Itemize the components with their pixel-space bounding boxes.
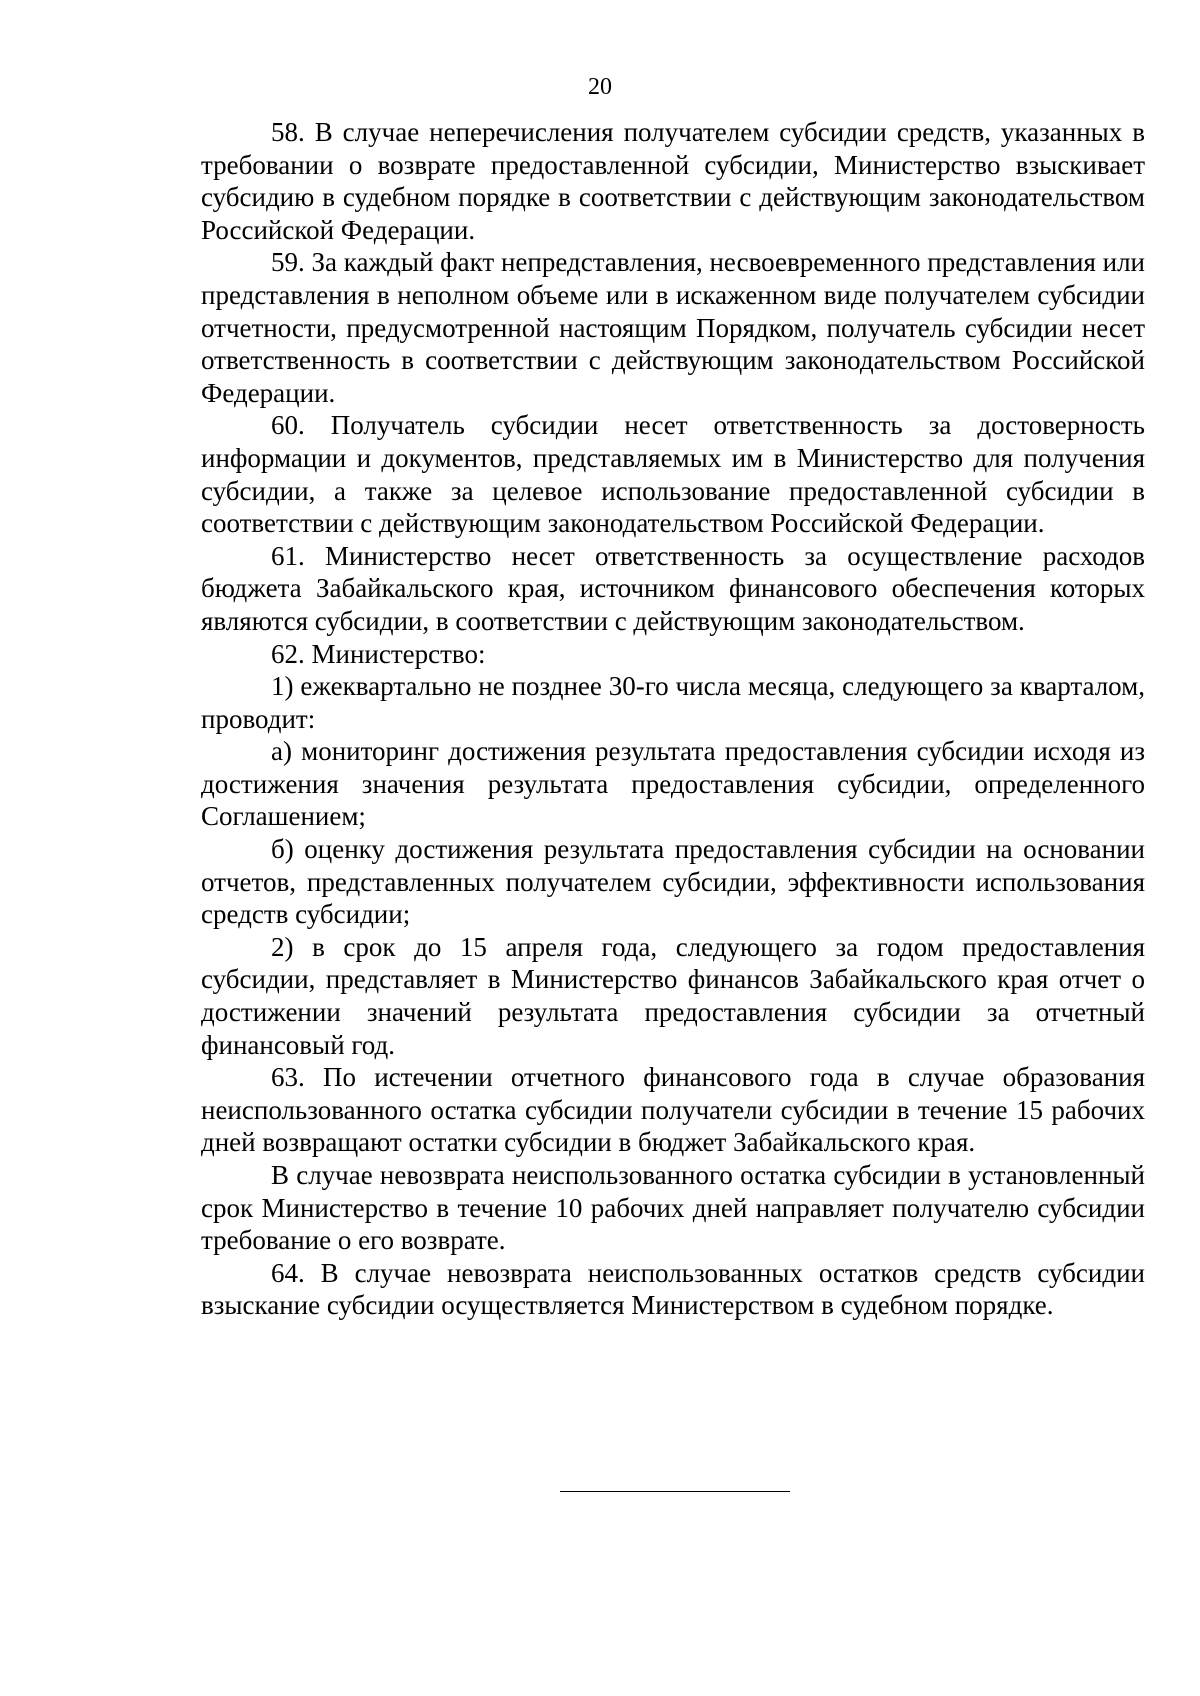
paragraph-61: 61. Министерство несет ответственность за осуществление расходов бюджета Забайкальского края, источником финансового обеспечения которых являются субсидии, в соответствии с действующим законодательством. — [201, 540, 1145, 636]
paragraph-63-continued: В случае невозврата неиспользованного остатка субсидии в установленный срок Министерство в течение 10 рабочих дней направляет получателю субсидии требование о его возврате. — [201, 1160, 1145, 1256]
paragraph-62: 62. Министерство: — [271, 638, 486, 669]
list-item-62-1: 1) ежеквартально не позднее 30-го числа месяца, следующего за кварталом, проводит: — [201, 671, 1145, 734]
list-item-62-1-b: б) оценку достижения результата предоставления субсидии на основании отчетов, представленных получателем субсидии, эффективности использования средств субсидии; — [201, 834, 1145, 930]
paragraph-58: 58. В случае неперечисления получателем субсидии средств, указанных в требовании о возврате предоставленной субсидии, Министерство взыскивает субсидию в судебном порядке в соответствии с действующим законодательством Российской Федерации. — [201, 117, 1145, 245]
page-number: 20 — [588, 74, 612, 100]
paragraph-64: 64. В случае невозврата неиспользованных остатков средств субсидии взыскание субсидии осуществляется Министерством в судебном порядке. — [201, 1257, 1145, 1321]
document-body — [201, 116, 1145, 1322]
end-separator-line — [560, 1491, 790, 1492]
list-item-62-1-a: а) мониторинг достижения результата предоставления субсидии исходя из достижения значения результата предоставления субсидии, определенного Соглашением; — [201, 736, 1145, 832]
paragraph-59: 59. За каждый факт непредставления, несвоевременного представления или представления в неполном объеме или в искаженном виде получателем субсидии отчетности, предусмотренной настоящим Порядком, получатель субсидии несет ответственность в соответствии с действующим законодательством Российской Федерации. — [201, 247, 1146, 408]
paragraph-63: 63. По истечении отчетного финансового года в случае образования неиспользованного остатка субсидии получатели субсидии в течение 15 рабочих дней возвращают остатки субсидии в бюджет Забайкальского края. — [201, 1062, 1145, 1158]
list-item-62-2: 2) в срок до 15 апреля года, следующего за годом предоставления субсидии, представляет в Министерство финансов Забайкальского края отчет о достижении значений результата предоставления субсидии за отчетный финансовый год. — [201, 931, 1145, 1060]
paragraph-60: 60. Получатель субсидии несет ответственность за достоверность информации и документов, представляемых им в Министерство для получения субсидии, а также за целевое использование предоставленной субсидии в соответствии с действующим законодательством Российской Федерации. — [201, 410, 1145, 539]
